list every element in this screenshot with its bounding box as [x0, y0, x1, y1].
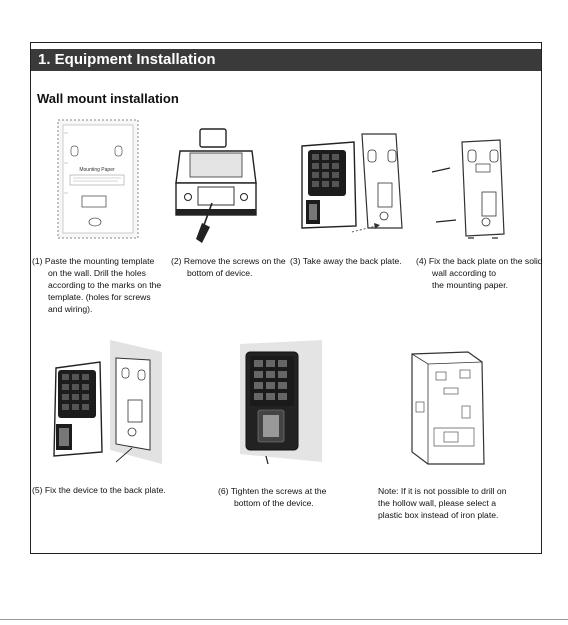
step-1-caption-line: (1) Paste the mounting template	[32, 256, 155, 266]
section-title: 1. Equipment Installation	[31, 49, 541, 71]
fix-device-illustration	[50, 338, 166, 470]
remove-screws-illustration	[172, 123, 262, 245]
plastic-box-illustration	[404, 348, 492, 468]
step-1-caption	[32, 255, 170, 315]
step-1-caption-line: according to the marks on the	[48, 280, 162, 290]
step-5-caption	[32, 484, 192, 496]
step-1-caption-line: and wiring).	[48, 304, 93, 314]
step-1-caption-line: template. (holes for screws	[48, 292, 151, 302]
tighten-screws-illustration	[236, 340, 326, 468]
step-4-caption	[416, 255, 550, 291]
plastic-box-note-line: Note: If it is not possible to drill on	[378, 486, 507, 496]
page-bottom-rule	[0, 619, 568, 620]
plastic-box-note-line: the hollow wall, please select a	[378, 498, 496, 508]
subsection-title: Wall mount installation	[37, 91, 179, 106]
step-4-caption-line: wall according to	[432, 268, 497, 278]
step-6-caption-line: (6) Tighten the screws at the	[218, 486, 327, 496]
step-1-caption-line: on the wall. Drill the holes	[48, 268, 146, 278]
step-2-caption	[171, 255, 291, 279]
step-4-caption-line: the mounting paper.	[432, 280, 508, 290]
step-6-caption-line: bottom of the device.	[234, 498, 314, 508]
back-plate-on-wall-illustration	[428, 136, 512, 244]
mounting-template-illustration	[56, 118, 142, 242]
step-6-caption	[218, 485, 358, 509]
plastic-box-note	[378, 485, 536, 521]
step-2-caption-line: (2) Remove the screws on the	[171, 256, 286, 266]
step-3-caption	[290, 255, 414, 267]
step-3-caption-line: (3) Take away the back plate.	[290, 256, 402, 266]
plastic-box-note-line: plastic box instead of iron plate.	[378, 510, 499, 520]
step-2-caption-line: bottom of device.	[187, 268, 253, 278]
template-heading-text: Mounting Paper	[79, 167, 115, 173]
step-5-caption-line: (5) Fix the device to the back plate.	[32, 485, 166, 495]
take-back-plate-illustration	[296, 128, 408, 236]
step-4-caption-line: (4) Fix the back plate on the solid	[416, 256, 543, 266]
